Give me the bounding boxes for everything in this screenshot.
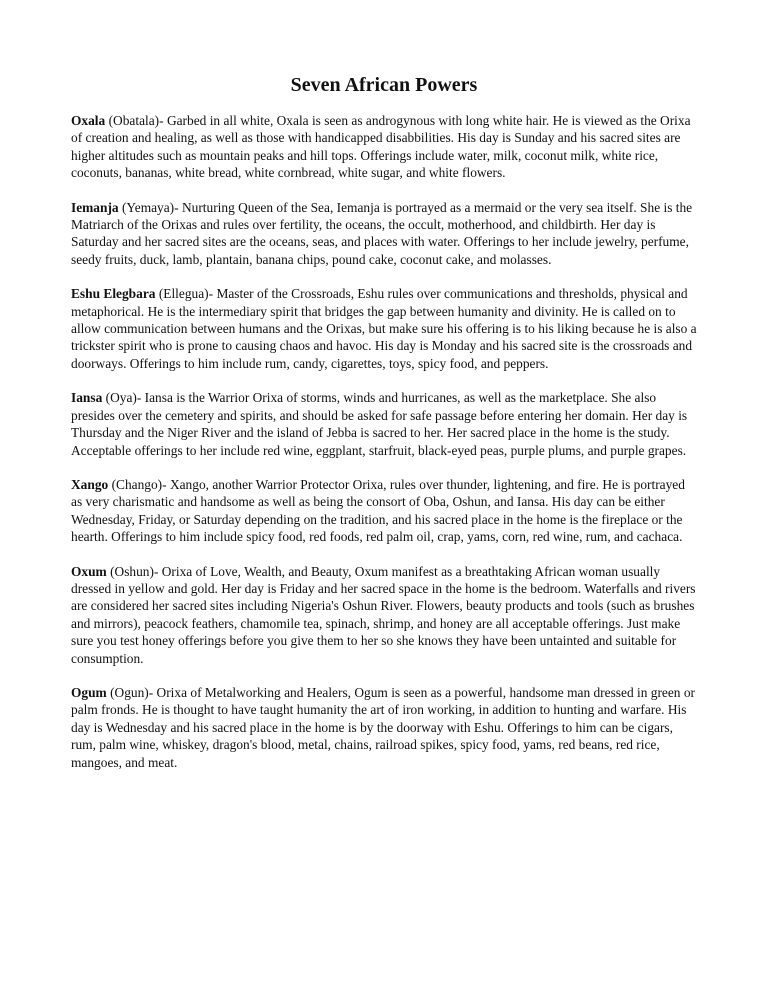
entry-name: Iansa [71,390,103,406]
document-body [71,112,699,788]
entry-iansa [71,389,699,459]
entry-xango [71,476,699,546]
entry-text: (Oshun)- Orixa of Love, Wealth, and Beauty, Oxum manifest as a breathtaking African woman usually dressed in yellow and gold. Her day is Friday and her sacred space in the home is the bedroom. Waterfalls and rivers are considered her sacred sites including Nigeria's Oshun River. Flowers, beauty products and tools (such as brushes and mirrors), peacock feathers, chamomile tea, spinach, shrimp, and honey are all acceptable offerings. Just make sure you test honey offerings before you give them to her so she knows they have been untainted and suitable for consumption. [71,563,696,666]
entry-text: (Chango)- Xango, another Warrior Protector Orixa, rules over thunder, lightening, and fire. He is portrayed as very charismatic and handsome as well as being the consort of Oba, Oshun, and Iansa. His day can be either Wednesday, Friday, or Saturday depending on the tradition, and his sacred place in the home is the fireplace or the hearth. Offerings to him include spicy food, red foods, red palm oil, crap, yams, corn, red wine, rum, and cachaca. [71,476,685,545]
entry-name: Ogum [71,684,107,700]
entry-ogum [71,684,699,771]
entry-oxum [71,563,699,667]
entry-text: (Yemaya)- Nurturing Queen of the Sea, Iemanja is portrayed as a mermaid or the very sea itself. She is the Matriarch of the Orixas and rules over fertility, the oceans, the occult, motherhood, and childbirth. Her day is Saturday and her sacred sites are the oceans, seas, and places with water. Offerings to her include jewelry, perfume, seedy fruits, duck, lamb, plantain, banana chips, pound cake, coconut cake, and molasses. [71,199,693,267]
entry-name: Oxala [71,113,106,128]
entry-oxala [71,112,699,182]
entry-text: (Ellegua)- Master of the Crossroads, Eshu rules over communications and thresholds, physical and metaphorical. He is the intermediary spirit that bridges the gap between humanity and divinity. He is called on to allow communication between humans and the Orixas, but make sure his offering is to his liking because he is also a trickster spirit who is prone to causing chaos and havoc. His day is Monday and his sacred site is the crossroads and doorways. Offerings to him include rum, candy, cigarettes, toys, spicy food, and peppers. [71,286,697,371]
entry-name: Xango [71,476,109,492]
entry-name: Iemanja [71,199,119,215]
document-title: Seven African Powers [290,74,478,96]
entry-text: (Obatala)- Garbed in all white, Oxala is seen as androgynous with long white hair. He is viewed as the Orixa of creation and healing, as well as those with handicapped disabbilities. His day is Sunday and his sacred sites are higher altitudes such as mountain peaks and hill tops. Offerings include water, milk, coconut milk, white rice, coconuts, bananas, white bread, white cornbread, white sugar, and white flowers. [71,113,691,181]
entry-name: Oxum [71,563,107,579]
entry-iemanja [71,199,699,269]
entry-name: Eshu Elegbara [71,286,156,302]
entry-eshu-elegbara [71,285,699,372]
entry-text: (Oya)- Iansa is the Warrior Orixa of storms, winds and hurricanes, as well as the marketplace. She also presides over the cemetery and spirits, and should be asked for safe passage before entering her domain. Her day is Thursday and the Niger River and the island of Jebba is sacred to her. Her sacred place in the home is the study. Acceptable offerings to her include red wine, eggplant, starfruit, black-eyed peas, purple plums, and purple grapes. [71,390,688,458]
entry-text: (Ogun)- Orixa of Metalworking and Healers, Ogum is seen as a powerful, handsome man dressed in green or palm fronds. He is thought to have taught humanity the art of iron working, in addition to hunting and warfare. His day is Wednesday and his sacred place in the home is by the doorway with Eshu. Offerings to him can be cigars, rum, palm wine, whiskey, dragon's blood, metal, chains, railroad spikes, spicy food, yams, red beans, red rice, mangoes, and meat. [71,684,695,770]
